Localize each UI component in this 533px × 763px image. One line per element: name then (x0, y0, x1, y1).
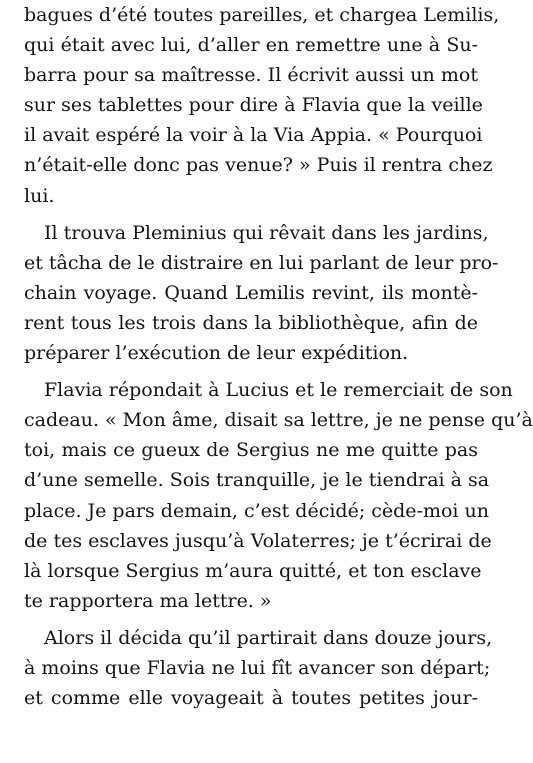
text-line: bagues d’été toutes pareilles, et chargea Lemilis, (24, 4, 500, 26)
text-line: lui. (24, 184, 55, 207)
text-line: Alors il décida qu’il partirait dans douze jours, (44, 626, 493, 649)
text-line: place. Je pars demain, c’est décidé; cède-moi un (24, 499, 490, 522)
text-line: et comme elle voyageait à toutes petites jour- (24, 687, 478, 710)
page-text-block (24, 0, 533, 713)
text-line: d’une semelle. Sois tranquille, je le tiendrai à sa (24, 469, 490, 492)
text-line: chain voyage. Quand Lemilis revint, ils montè- (24, 281, 478, 304)
paragraph-spacer (24, 211, 478, 218)
text-line: Flavia répondait à Lucius et le remerciait de son (44, 379, 513, 402)
text-line: de tes esclaves jusqu’à Volaterres; je t’écrirai de (24, 529, 492, 552)
text-line: préparer l’exécution de leur expédition. (24, 342, 409, 365)
text-line: rent tous les trois dans la bibliothèque, afin de (24, 311, 478, 334)
text-line: sur ses tablettes pour dire à Flavia que la veille (24, 94, 483, 117)
paragraph (24, 623, 493, 713)
text-line: qui était avec lui, d’aller en remettre une à Su- (24, 34, 478, 57)
text-line: cadeau. « Mon âme, disait sa lettre, je ne pense qu’à (24, 409, 533, 432)
text-line: te rapportera ma lettre. » (24, 589, 272, 612)
text-line: n’était-elle donc pas venue? » Puis il rentra chez (24, 154, 493, 177)
text-line: là lorsque Sergius m’aura quitté, et ton esclave (24, 559, 482, 582)
paragraph (24, 218, 499, 368)
paragraph (24, 375, 533, 616)
text-line: toi, mais ce gueux de Sergius ne me quitte pas (24, 439, 478, 462)
text-line: à moins que Flavia ne lui fît avancer son départ; (24, 656, 491, 679)
paragraph (24, 0, 500, 211)
text-line: barra pour sa maîtresse. Il écrivit aussi un mot (24, 64, 478, 87)
text-line: il avait espéré la voir à la Via Appia. « Pourquoi (24, 124, 483, 147)
text-line: et tâcha de le distraire en lui parlant de leur pro- (24, 251, 499, 274)
text-line: Il trouva Pleminius qui rêvait dans les jardins, (44, 221, 489, 244)
paragraph-spacer (24, 616, 478, 623)
paragraph-spacer (24, 368, 478, 375)
